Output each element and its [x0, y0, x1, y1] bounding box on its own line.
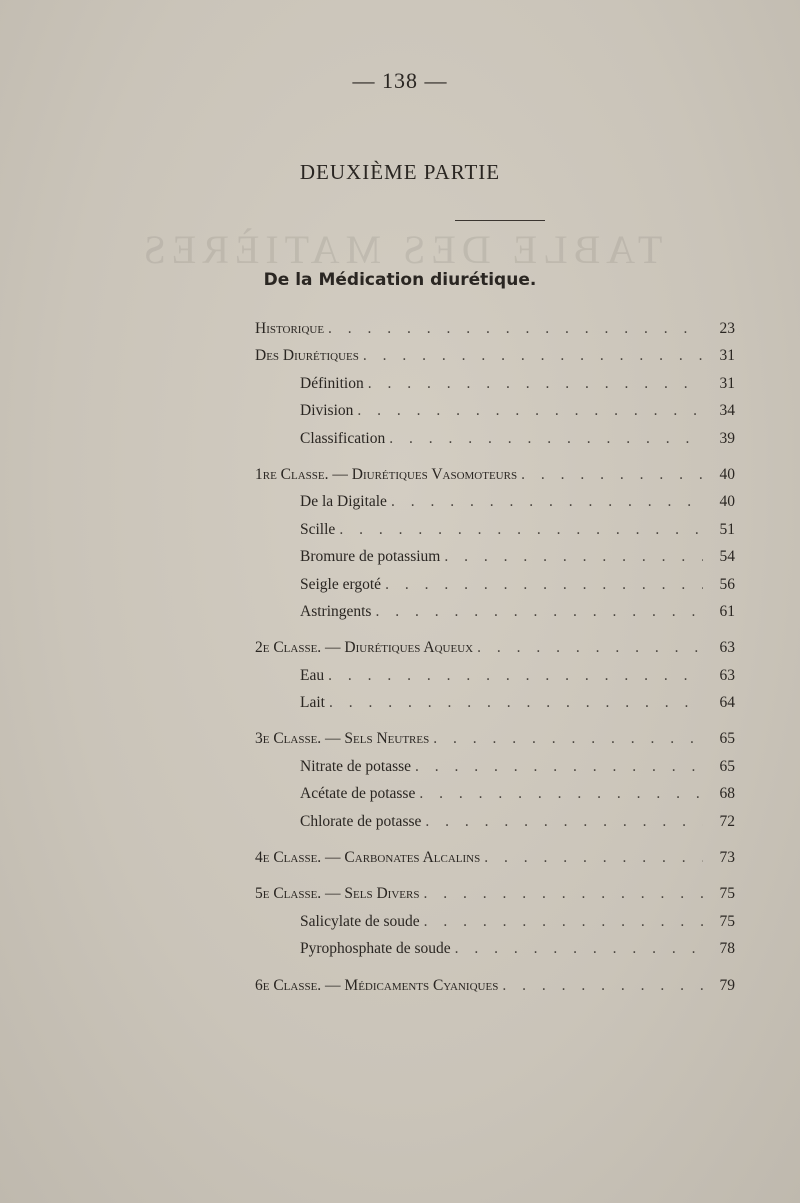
toc-leader-dots [385, 576, 703, 594]
toc-entry-page: 39 [719, 429, 735, 447]
toc-entry-page: 75 [719, 912, 735, 930]
table-of-contents [255, 320, 735, 1004]
toc-entry [255, 758, 735, 785]
toc-entry-label: 2e Classe. — Diurétiques Aqueux [255, 639, 474, 657]
toc-leader-dots [444, 548, 703, 566]
toc-leader-dots [357, 402, 703, 420]
toc-entry-page: 63 [719, 639, 735, 657]
toc-entry [255, 548, 735, 575]
toc-leader-dots [328, 667, 703, 685]
toc-entry [255, 402, 735, 429]
toc-leader-dots [419, 785, 703, 803]
toc-leader-dots [433, 730, 703, 748]
toc-entry [255, 885, 735, 912]
toc-entry-label: Acétate de potasse [300, 785, 416, 803]
toc-leader-dots [328, 320, 703, 338]
toc-leader-dots [455, 940, 703, 958]
toc-entry-label: 6e Classe. — Médicaments Cyaniques [255, 976, 499, 994]
toc-entry-label: Bromure de potassium [300, 548, 441, 566]
toc-leader-dots [389, 430, 703, 448]
toc-leader-dots [521, 466, 703, 484]
toc-entry-label: Scille [300, 520, 336, 538]
section-title: De la Médication diurétique. [263, 270, 537, 290]
toc-entry [255, 603, 735, 630]
toc-entry-label: De la Digitale [300, 493, 387, 511]
toc-entry-label: Nitrate de potasse [300, 757, 412, 775]
toc-entry-page: 68 [719, 785, 735, 803]
toc-entry-page: 61 [719, 602, 735, 620]
toc-entry-page: 40 [719, 465, 735, 483]
toc-entry-page: 73 [719, 849, 735, 867]
toc-entry [255, 913, 735, 940]
toc-entry-page: 79 [719, 976, 735, 994]
toc-leader-dots [502, 977, 703, 995]
toc-entry-label: Des Diurétiques [255, 347, 359, 365]
toc-entry [255, 320, 735, 347]
toc-entry [255, 576, 735, 603]
toc-entry [255, 466, 735, 493]
toc-entry [255, 521, 735, 548]
toc-entry-page: 65 [719, 730, 735, 748]
toc-entry-page: 40 [719, 493, 735, 511]
toc-entry-page: 78 [719, 940, 735, 958]
toc-leader-dots [415, 758, 703, 776]
toc-entry-page: 72 [719, 812, 735, 830]
toc-entry-page: 34 [719, 402, 735, 420]
toc-entry-label: Salicylate de soude [300, 912, 420, 930]
toc-entry-label: 5e Classe. — Sels Divers [255, 885, 420, 903]
toc-entry [255, 639, 735, 666]
toc-entry-label: Définition [300, 374, 364, 392]
toc-leader-dots [484, 849, 703, 867]
toc-entry-label: Lait [300, 694, 325, 712]
toc-entry [255, 493, 735, 520]
toc-entry-label: Seigle ergoté [300, 575, 382, 593]
toc-entry [255, 347, 735, 374]
toc-leader-dots [477, 639, 703, 657]
title-divider [455, 220, 545, 221]
toc-entry [255, 813, 735, 840]
toc-leader-dots [363, 347, 703, 365]
toc-entry [255, 667, 735, 694]
toc-leader-dots [425, 813, 703, 831]
toc-leader-dots [329, 694, 703, 712]
toc-entry-page: 23 [719, 320, 735, 337]
toc-entry [255, 849, 735, 876]
toc-entry-label: Classification [300, 429, 386, 447]
toc-leader-dots [375, 603, 703, 621]
toc-leader-dots [391, 493, 703, 511]
toc-entry [255, 694, 735, 721]
toc-entry-label: 4e Classe. — Carbonates Alcalins [255, 849, 481, 867]
toc-entry-page: 64 [719, 694, 735, 712]
toc-leader-dots [339, 521, 703, 539]
toc-entry-label: Eau [300, 666, 325, 684]
toc-leader-dots [423, 885, 703, 903]
toc-entry [255, 375, 735, 402]
toc-entry [255, 977, 735, 1004]
toc-entry-label: Chlorate de potasse [300, 812, 422, 830]
toc-entry-label: Pyrophosphate de soude [300, 940, 451, 958]
toc-leader-dots [424, 913, 703, 931]
toc-entry-page: 51 [719, 520, 735, 538]
part-title: DEUXIÈME PARTIE [299, 160, 501, 184]
toc-leader-dots [368, 375, 703, 393]
toc-entry-page: 31 [719, 374, 735, 392]
toc-entry-page: 65 [719, 757, 735, 775]
toc-entry-label: 3e Classe. — Sels Neutres [255, 730, 430, 748]
toc-entry-page: 75 [719, 885, 735, 903]
toc-entry-page: 63 [719, 666, 735, 684]
toc-entry [255, 730, 735, 757]
bleed-through-text: TABLE DES MATIÈRES [137, 227, 663, 272]
toc-entry-label: 1re Classe. — Diurétiques Vasomoteurs [255, 465, 518, 483]
page-number: — 138 — [352, 68, 448, 93]
toc-entry-page: 54 [719, 548, 735, 566]
toc-entry-page: 56 [719, 575, 735, 593]
toc-entry-label: Astringents [300, 602, 372, 620]
toc-entry [255, 785, 735, 812]
toc-entry [255, 430, 735, 457]
toc-entry-label: Historique [255, 320, 325, 337]
toc-entry-label: Division [300, 402, 354, 420]
toc-entry-page: 31 [719, 347, 735, 365]
toc-entry [255, 940, 735, 967]
